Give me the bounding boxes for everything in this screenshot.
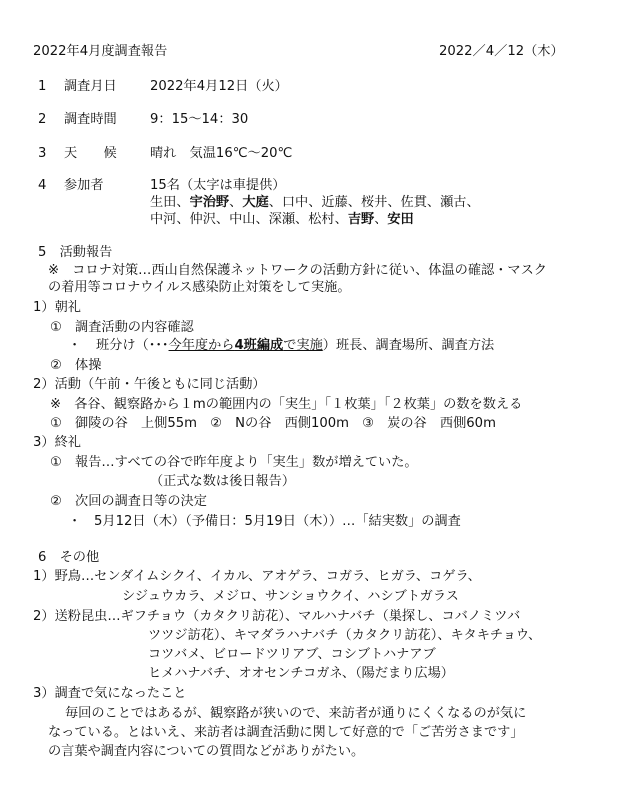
closing-assembly-heading: 3）終礼 xyxy=(33,435,81,450)
morning-item-1-bullet: ・ xyxy=(68,338,82,353)
activity-heading: 2）活動（午前・午後ともに同じ活動） xyxy=(33,377,266,392)
participant-separator: 、 xyxy=(374,212,388,227)
participants-label: 参加者 xyxy=(64,178,104,193)
participants-names-line1 xyxy=(150,196,480,209)
survey-areas: ① 御陵の谷 上側55m ② Nの谷 西側100m ③ 炭の谷 西側60m xyxy=(50,416,496,431)
participants-summary: 15名（太字は車提供） xyxy=(150,178,286,193)
closing-item-2-bullet: ・ xyxy=(68,514,82,529)
morning-item-1-detail xyxy=(96,339,494,352)
section-2-number: 2 xyxy=(38,112,47,127)
participant-name: 生田、 xyxy=(150,195,190,210)
group-division-text: 班分け（･･･ xyxy=(96,338,169,353)
survey-date-value: 2022年4月12日（火） xyxy=(150,79,288,94)
counting-note: ※ 各谷、観察路から１mの範囲内の「実生」「１枚葉」「２枚葉」の数を数える xyxy=(50,397,523,412)
closing-item-1-note: （正式な数は後日報告） xyxy=(150,474,296,489)
insects-line-4: ヒメハナバチ、オオセンチコガネ、（陽だまり広場） xyxy=(148,666,454,681)
section-3-number: 3 xyxy=(38,146,47,161)
concern-line-3: の言葉や調査内容についての質問などがありがたい。 xyxy=(48,744,365,759)
closing-item-1: ① 報告…すべての谷で昨年度より「実生」数が増えていた。 xyxy=(50,455,418,470)
covid-note-line1: ※ コロナ対策…西山自然保護ネットワークの活動方針に従い、体温の確認・マスク xyxy=(48,263,547,278)
report-date: 2022／4／12（木） xyxy=(439,44,564,59)
participant-names: 中河、仲沢、中山、深瀬、松村、 xyxy=(150,212,348,227)
survey-time-label: 調査時間 xyxy=(64,112,117,127)
participant-name-driver: 宇治野 xyxy=(189,195,230,210)
survey-time-value: 9：15〜14：30 xyxy=(150,112,249,127)
group-division-text: ）班長、調査場所、調査方法 xyxy=(322,338,495,353)
morning-item-2: ② 体操 xyxy=(50,358,102,373)
group-division-emphasis: 4班編成 xyxy=(234,338,284,353)
morning-item-1: ① 調査活動の内容確認 xyxy=(50,320,194,335)
group-division-underlined: 今年度から xyxy=(168,338,235,353)
closing-item-2: ② 次回の調査日等の決定 xyxy=(50,494,207,509)
concern-line-1: 毎回のことではあるが、観察路が狭いので、来訪者が通りにくくなるのが気に xyxy=(65,706,527,721)
concern-line-2: なっている。とはいえ、来訪者は調査活動に関して好意的で「ご苦労さまです」 xyxy=(48,725,524,740)
weather-label: 天 候 xyxy=(64,146,117,161)
birds-line-2: シジュウカラ、メジロ、サンショウクイ、ハシブトガラス xyxy=(122,589,459,604)
participant-name-driver: 安田 xyxy=(387,212,414,227)
other-heading: 6 その他 xyxy=(38,550,100,565)
section-4-number: 4 xyxy=(38,178,47,193)
survey-date-label: 調査月日 xyxy=(64,79,117,94)
birds-line-1: 1）野鳥…センダイムシクイ、イカル、アオゲラ、コガラ、ヒガラ、コゲラ、 xyxy=(33,569,481,584)
group-division-underlined: で実施 xyxy=(283,338,323,353)
morning-assembly-heading: 1）朝礼 xyxy=(33,300,81,315)
insects-line-3: コツバメ、ビロードツリアブ、コシブトハナアブ xyxy=(148,647,436,662)
participant-names: 、口中、近藤、桜井、佐貫、瀬古、 xyxy=(268,195,480,210)
concern-heading: 3）調査で気になったこと xyxy=(33,686,187,701)
participant-name-driver: 吉野 xyxy=(347,212,375,227)
insects-line-1: 2）送粉昆虫…ギフチョウ（カタクリ訪花）、マルハナバチ（巣探し、コバノミツバ xyxy=(33,609,521,624)
covid-note-line2: の着用等コロナウイルス感染防止対策をして実施。 xyxy=(48,280,351,295)
participant-name-driver: 大庭 xyxy=(242,195,269,210)
report-title: 2022年4月度調査報告 xyxy=(33,44,168,59)
insects-line-2: ツツジ訪花）、キマダラハナバチ（カタクリ訪花）、キタキチョウ、 xyxy=(148,628,542,643)
next-survey-date: 5月12日（木）（予備日：5月19日（木））…「結実数」の調査 xyxy=(94,514,461,529)
section-1-number: 1 xyxy=(38,79,47,94)
activity-report-heading: 5 活動報告 xyxy=(38,245,113,260)
weather-value: 晴れ 気温16℃〜20℃ xyxy=(150,146,293,161)
participant-separator: 、 xyxy=(229,195,243,210)
participants-names-line2 xyxy=(150,213,414,226)
